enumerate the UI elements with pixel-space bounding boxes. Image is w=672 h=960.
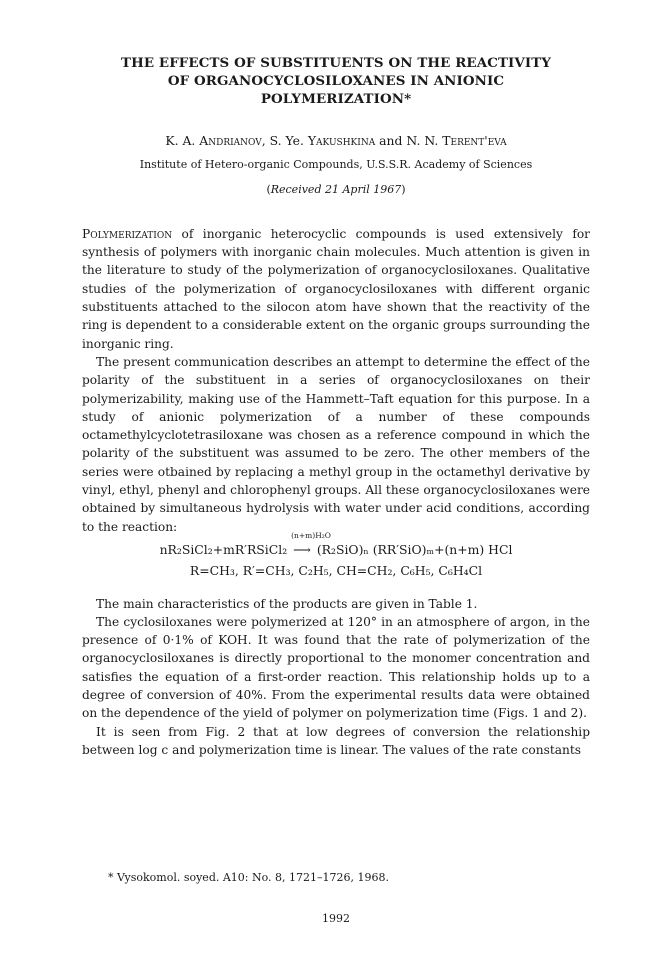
received-date <box>82 181 590 199</box>
title-line-2: OF ORGANOCYCLOSILOXANES IN ANIONIC <box>167 73 505 89</box>
paragraph-1-text: of inorganic heterocyclic compounds is used extensively for synthesis of polymers with inorganic chain molecules. Much attention is given in the literature to study of the polymerization of organocyclosiloxanes. Qualitative studies of the polymerization of organocyclosiloxanes with different organic substituents attached to the silocon atom have shown that the reactivity of the ring is dependent to a considerable extent on the organic groups surrounding the inorganic ring. <box>82 226 590 351</box>
footnote: * Vysokomol. soyed. A10: No. 8, 1721–1726, 1968. <box>108 871 390 884</box>
received-open: ( <box>266 182 271 196</box>
title-line-3: POLYMERIZATION* <box>260 91 412 107</box>
paragraph-2: The present communication describes an attempt to determine the effect of the polarity of the substituent in a series of organocyclosiloxanes on their polymerizability, making use of the Hammett–Taft equation for this purpose. In a study of anionic polymerization of a number of these compounds octamethylcyclotetrasiloxane was chosen as a reference compound in which the polarity of the substituent was assumed to be zero. The other members of the series were otbained by replacing a methyl group in the octamethyl derivative by vinyl, ethyl, phenyl and chlorophenyl groups. All these organocyclosiloxanes were obtained by simultaneous hydrolysis with water under acid conditions, according to the reaction: <box>82 354 590 534</box>
paragraph-1-lead: Polymerization <box>82 226 173 241</box>
substituent-definitions: R=CH₃, R′=CH₃, C₂H₅, CH=CH₂, C₆H₅, C₆H₄Cl <box>189 563 483 579</box>
page-number: 1992 <box>322 912 350 925</box>
received-close: ) <box>401 182 406 196</box>
paragraph-5: It is seen from Fig. 2 that at low degrees of conversion the relationship between log c and polymerization time is linear. The values of the rate constants <box>82 724 590 757</box>
title-line-1: THE EFFECTS OF SUBSTITUENTS ON THE REACTIVITY <box>121 55 551 71</box>
received-label: Received <box>270 182 322 196</box>
equation-rhs: (R₂SiO)ₙ (RR′SiO)ₘ+(n+m) HCl <box>316 541 513 557</box>
author-3-name: Terent'eva <box>442 133 507 148</box>
equation-lhs: nR₂SiCl₂+mR′RSiCl₂ <box>159 541 288 557</box>
author-1-initials: K. A. <box>165 133 200 148</box>
author-1-name: Andrianov <box>199 133 262 148</box>
equation-arrow-glyph: ⟶ <box>293 541 311 557</box>
author-sep-2: and N. N. <box>375 133 443 148</box>
authors <box>82 132 590 150</box>
author-sep-1: , S. Ye. <box>261 133 308 148</box>
paragraph-1 <box>82 225 590 353</box>
paragraph-4: The cyclosiloxanes were polymerized at 120° in an atmosphere of argon, in the presence of 0·1% of KOH. It was found that the rate of polymerization of the organocyclosiloxanes is directly proportional to the monomer concentration and satisfies the equation of a first-order reaction. This relationship holds up to a degree of conversion of 40%. From the experimental results data were obtained on the dependence of the yield of polymer on polymerization time (Figs. 1 and 2). <box>82 614 590 721</box>
received-date-value: 21 April 1967 <box>321 182 402 196</box>
affiliation: Institute of Hetero-organic Compounds, U.S.S.R. Academy of Sciences <box>139 158 533 172</box>
article-title <box>82 54 590 108</box>
equation-arrow-label: (n+m)H₂O <box>291 530 331 540</box>
equation-arrow <box>291 530 331 559</box>
paragraph-3: The main characteristics of the products are given in Table 1. <box>96 596 478 611</box>
reaction-equation <box>82 530 590 559</box>
author-2-name: Yakushkina <box>307 133 376 148</box>
